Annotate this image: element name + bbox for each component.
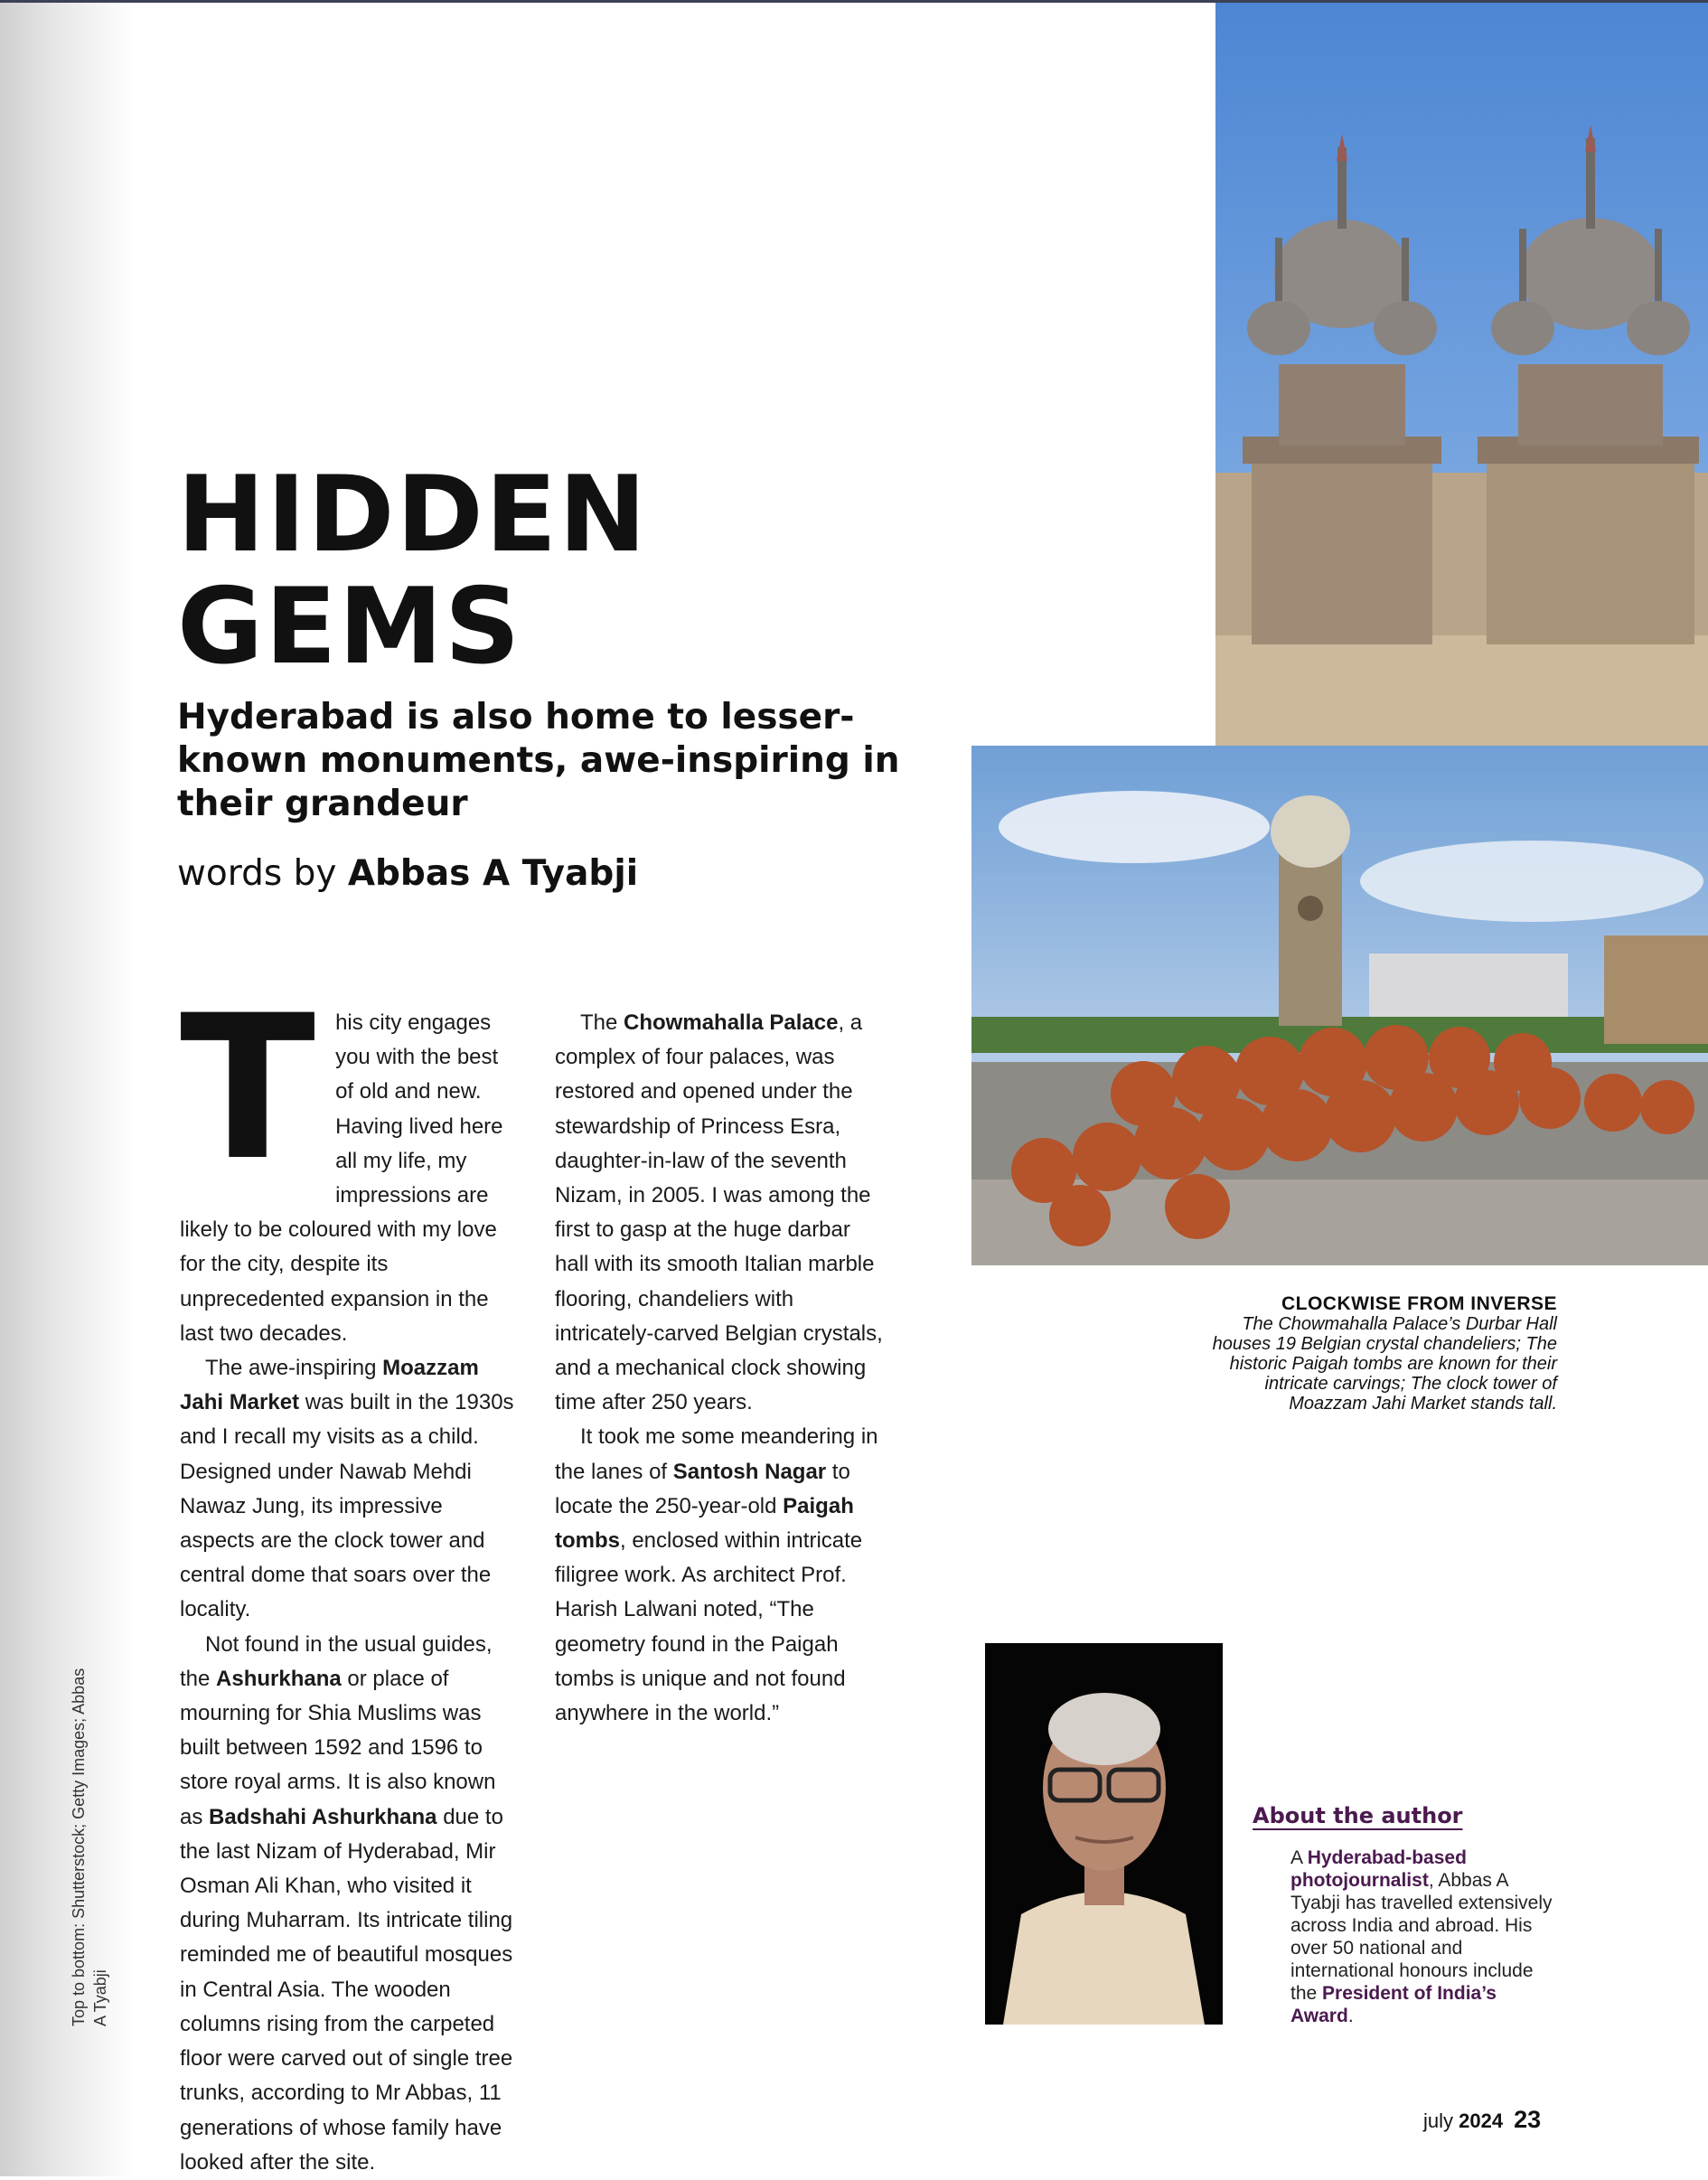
article-subtitle: Hyderabad is also home to lesser-known monuments, awe-inspiring in their grandeur <box>177 697 900 824</box>
title-line-2: GEMS <box>177 566 522 688</box>
byline <box>177 852 638 896</box>
title-line-1: HIDDEN <box>177 454 649 576</box>
body-column-2 <box>555 1006 889 1731</box>
p4-text-2: , a complex of four palaces, was restored and opened under the stewardship of Princess Esra, daughter-in-law of the seventh Nizam, in 2005. I was among the first to gasp at the huge darbar hall with its smooth Italian marble flooring, chandeliers with intricately-carved Belgian crystals, and a mechanical clock showing time after 250 years. <box>555 1010 883 1415</box>
about-text-2: , Abbas A Tyabji has travelled extensively across India and abroad. His over 50 national and international honours include the <box>1290 1870 1553 2004</box>
body-column-1 <box>180 973 514 2180</box>
folio-year: 2024 <box>1459 2110 1504 2132</box>
p3-bold-1: Ashurkhana <box>216 1666 342 1691</box>
caption-heading: CLOCKWISE FROM INVERSE <box>1281 1293 1557 1314</box>
about-bold-1: Hyderabad-based photojournalist <box>1290 1847 1467 1891</box>
about-text-1: A <box>1290 1847 1308 1868</box>
p3-text-1: Not found in the usual guides, the <box>180 1631 493 1691</box>
body-paragraph-3 <box>180 1628 514 2180</box>
body-paragraph-4 <box>555 1006 889 1420</box>
p5-text-3: , enclosed within intricate filigree work. As architect Prof. Harish Lalwani noted, “The geometry found in the Paigah tombs is unique and not found anywhere in the world.” <box>555 1528 863 1726</box>
page-number: 23 <box>1514 2106 1542 2133</box>
caption-text: The Chowmahalla Palace’s Durbar Hall houses 19 Belgian crystal chandeliers; The historic Paigah tombs are known for their intricate carvings; The clock tower of Moazzam Jahi Market stands tall. <box>1212 1314 1557 1414</box>
page-folio <box>1423 2106 1541 2134</box>
photo-caption <box>1202 1294 1557 1414</box>
p5-bold-2: Paigah tombs <box>555 1493 854 1554</box>
folio-month: july <box>1423 2110 1459 2132</box>
about-text-3: . <box>1347 2006 1354 2026</box>
about-author-text <box>1290 1846 1562 2027</box>
p4-bold-1: Chowmahalla Palace <box>624 1010 839 1035</box>
author-portrait <box>985 1643 1223 2025</box>
photo-credit: Top to bottom: Shutterstock; Getty Images; Abbas A Tyabji <box>70 1668 109 2026</box>
p3-text-2: or place of mourning for Shia Muslims was built between 1592 and 1596 to store royal arms. It is also known as <box>180 1666 496 1829</box>
p5-bold-1: Santosh Nagar <box>672 1459 827 1484</box>
p5-text-1: It took me some meandering in the lanes of <box>555 1424 878 1484</box>
p2-text-2: was built in the 1930s and I recall my visits as a child. Designed under Nawab Mehdi Nawaz Jung, its impressive aspects are the clock tower and central dome that soars over the locality. <box>180 1390 514 1622</box>
drop-cap: T <box>180 973 316 1204</box>
p2-text-1: The awe-inspiring <box>205 1356 383 1381</box>
p3-text-3: due to the last Nizam of Hyderabad, Mir Osman Ali Khan, who visited it during Muharram. Its intricate tiling reminded me of beautiful mosques in Central Asia. The wooden columns rising from the carpeted floor were carved out of single tree trunks, according to Mr Abbas, 11 generations of whose family have looked after the site. <box>180 1804 513 2175</box>
body-paragraph-2 <box>180 1351 514 1628</box>
byline-prefix: words by <box>177 853 348 894</box>
about-author-title: About the author <box>1253 1803 1463 1828</box>
p3-bold-2: Badshahi Ashurkhana <box>209 1804 437 1829</box>
body-paragraph-1 <box>180 973 514 1351</box>
paigah-tombs-photo <box>1215 3 1708 746</box>
about-bold-2: President of India’s Award <box>1290 1983 1497 2026</box>
p2-bold-1: Moazzam Jahi Market <box>180 1356 479 1415</box>
body-paragraph-5 <box>555 1420 889 1731</box>
p1-text: his city engages you with the best of old and new. Having lived here all my life, my impressions are likely to be coloured with my love for the city, despite its unprecedented expansion in the last two decades. <box>180 1010 503 1346</box>
p5-text-2: to locate the 250-year-old <box>555 1459 850 1518</box>
byline-author: Abbas A Tyabji <box>347 853 639 894</box>
p4-text-1: The <box>580 1010 624 1035</box>
moazzam-jahi-market-photo <box>971 746 1708 1265</box>
article-title <box>177 454 649 688</box>
